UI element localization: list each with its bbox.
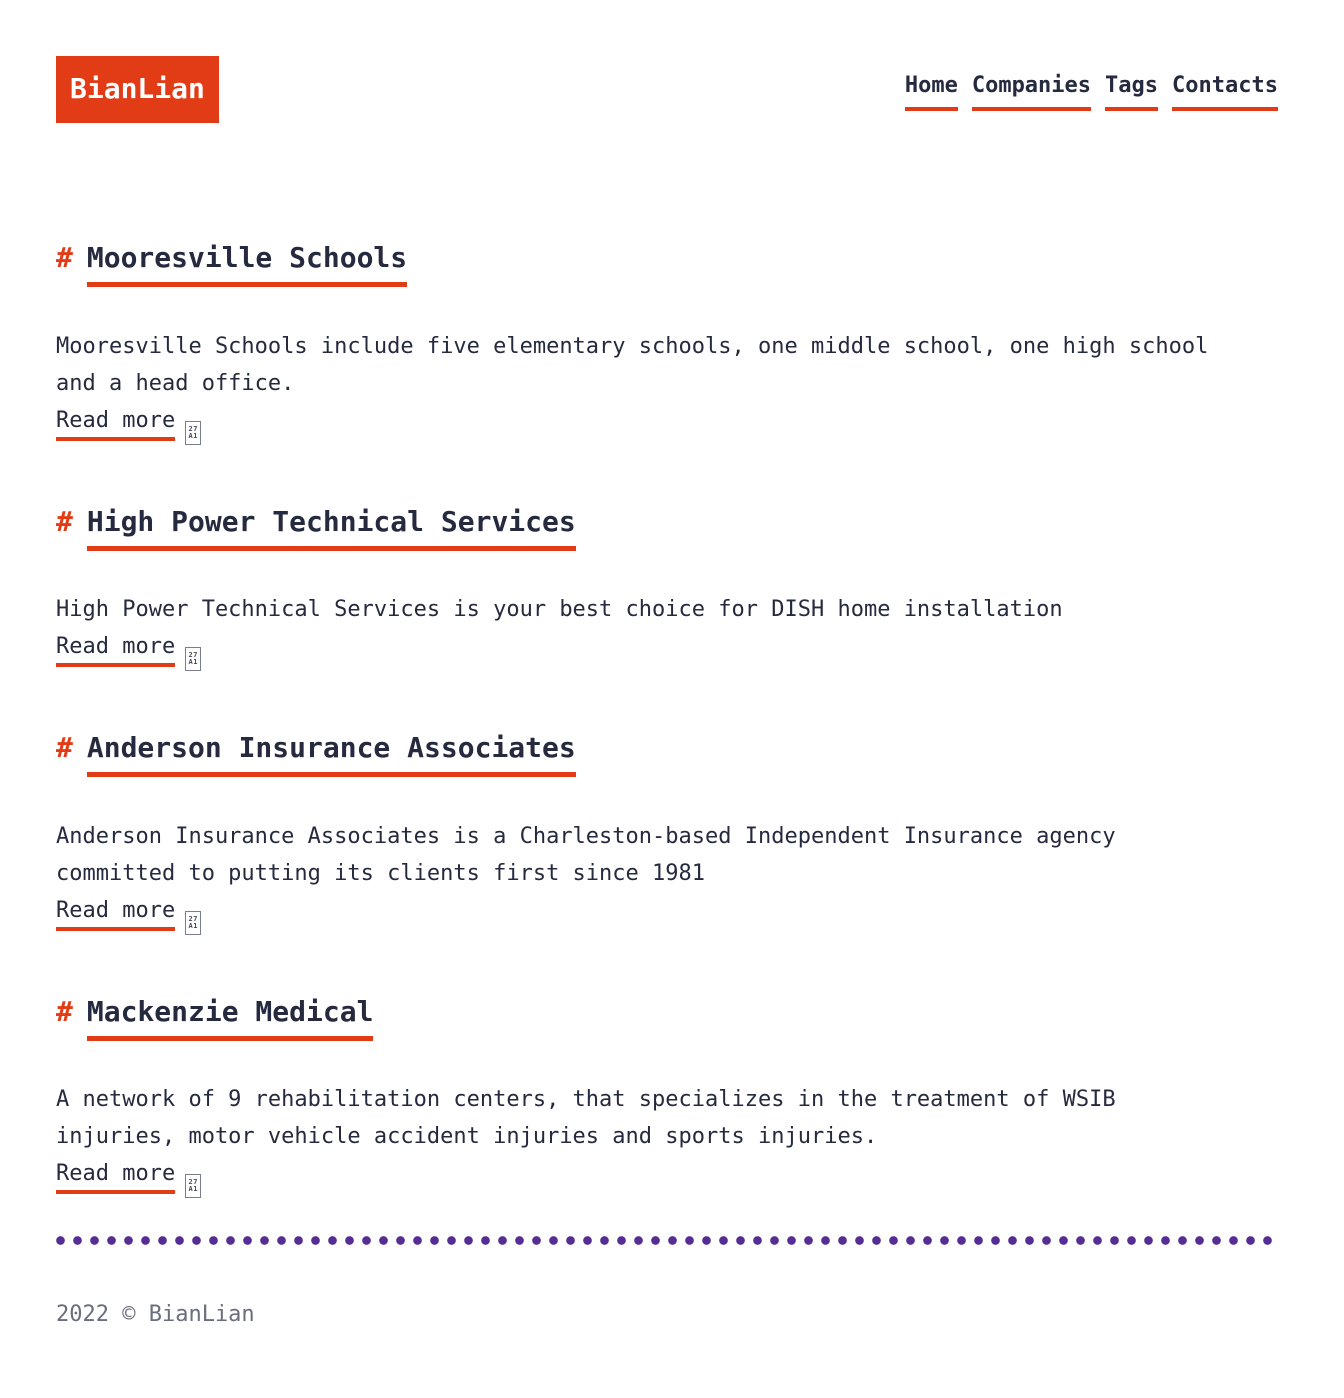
read-more-row: [56, 1156, 1278, 1198]
main-nav: [905, 68, 1278, 112]
section-title-link[interactable]: Mooresville Schools: [87, 241, 407, 287]
section-description: Mooresville Schools include five elementary schools, one middle school, one high school and a head office.: [56, 333, 1209, 396]
missing-glyph-hex-bottom: A1: [188, 658, 198, 667]
read-more-row: [56, 403, 1278, 445]
section-title-link[interactable]: High Power Technical Services: [87, 505, 576, 551]
read-more-row: [56, 893, 1278, 935]
post-section: [56, 241, 1278, 445]
heading-hash-marker: #: [56, 994, 73, 1028]
missing-glyph-hex-top: 27: [188, 651, 198, 660]
nav-link-home[interactable]: Home: [905, 68, 958, 112]
section-title-link[interactable]: Mackenzie Medical: [87, 995, 374, 1041]
missing-glyph-icon: [185, 647, 201, 671]
missing-glyph-hex-top: 27: [188, 1178, 198, 1187]
read-more-label: Read more: [56, 408, 175, 441]
nav-link-companies[interactable]: Companies: [972, 68, 1091, 112]
section-title-link[interactable]: Anderson Insurance Associates: [87, 731, 576, 777]
read-more-link[interactable]: [56, 634, 201, 667]
nav-link-contacts[interactable]: Contacts: [1172, 68, 1278, 112]
heading-hash-marker: #: [56, 731, 73, 765]
missing-glyph-icon: [185, 1174, 201, 1198]
top-bar: [56, 56, 1278, 123]
post-section: [56, 995, 1278, 1199]
post-section: [56, 731, 1278, 935]
page-footer: [56, 1297, 1278, 1334]
dotted-divider: [56, 1236, 1278, 1245]
copyright-text: 2022 © BianLian: [56, 1302, 255, 1328]
missing-glyph-hex-bottom: A1: [188, 921, 198, 930]
missing-glyph-hex-top: 27: [188, 914, 198, 923]
section-heading: [56, 995, 1278, 1029]
read-more-link[interactable]: [56, 407, 201, 440]
section-description: High Power Technical Services is your best choice for DISH home installation: [56, 597, 1063, 623]
read-more-label: Read more: [56, 898, 175, 931]
nav-link-tags[interactable]: Tags: [1105, 68, 1158, 112]
heading-hash-marker: #: [56, 504, 73, 538]
page: [56, 56, 1278, 1334]
missing-glyph-hex-top: 27: [188, 424, 198, 433]
missing-glyph-hex-bottom: A1: [188, 431, 198, 440]
read-more-link[interactable]: [56, 1161, 201, 1194]
read-more-link[interactable]: [56, 897, 201, 930]
section-heading: [56, 241, 1278, 275]
missing-glyph-icon: [185, 421, 201, 445]
section-heading: [56, 731, 1278, 765]
read-more-label: Read more: [56, 634, 175, 667]
post-section: [56, 505, 1278, 672]
section-description: A network of 9 rehabilitation centers, that specializes in the treatment of WSIB injuries, motor vehicle accident injuries and sports injuries.: [56, 1087, 1116, 1150]
read-more-label: Read more: [56, 1161, 175, 1194]
missing-glyph-icon: [185, 911, 201, 935]
heading-hash-marker: #: [56, 241, 73, 275]
brand-logo[interactable]: BianLian: [56, 56, 219, 123]
read-more-row: [56, 629, 1278, 671]
section-heading: [56, 505, 1278, 539]
section-description: Anderson Insurance Associates is a Charleston-based Independent Insurance agency committed to putting its clients first since 1981: [56, 823, 1116, 886]
post-list: [56, 241, 1278, 1245]
missing-glyph-hex-bottom: A1: [188, 1185, 198, 1194]
